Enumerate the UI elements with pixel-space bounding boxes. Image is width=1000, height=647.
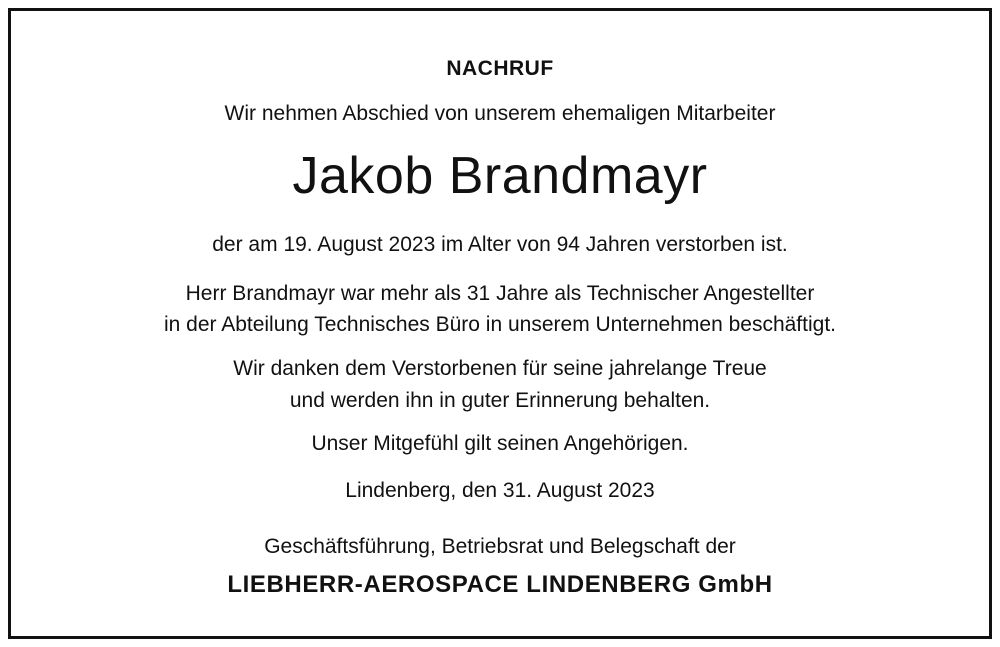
thanks-text-line-1: Wir danken dem Verstorbenen für seine jahrelange Treue xyxy=(233,357,767,380)
company-name: LIEBHERR-AEROSPACE LINDENBERG GmbH xyxy=(227,571,773,598)
career-text-line-1: Herr Brandmayr war mehr als 31 Jahre als Technischer Angestellter xyxy=(185,282,815,305)
career-text-line-2: in der Abteilung Technisches Büro in unserem Unternehmen beschäftigt. xyxy=(163,313,836,336)
deceased-name: Jakob Brandmayr xyxy=(292,147,708,205)
signatories-text: Geschäftsführung, Betriebsrat und Belegschaft der xyxy=(264,535,736,558)
sympathy-text: Unser Mitgefühl gilt seinen Angehörigen. xyxy=(311,432,689,455)
notice-heading: NACHRUF xyxy=(446,57,554,80)
intro-text: Wir nehmen Abschied von unserem ehemaligen Mitarbeiter xyxy=(224,102,776,125)
death-date-text: der am 19. August 2023 im Alter von 94 Jahren verstorben ist. xyxy=(212,233,788,256)
place-date-text: Lindenberg, den 31. August 2023 xyxy=(345,479,655,502)
thanks-text-line-2: und werden ihn in guter Erinnerung behalten. xyxy=(289,389,711,412)
